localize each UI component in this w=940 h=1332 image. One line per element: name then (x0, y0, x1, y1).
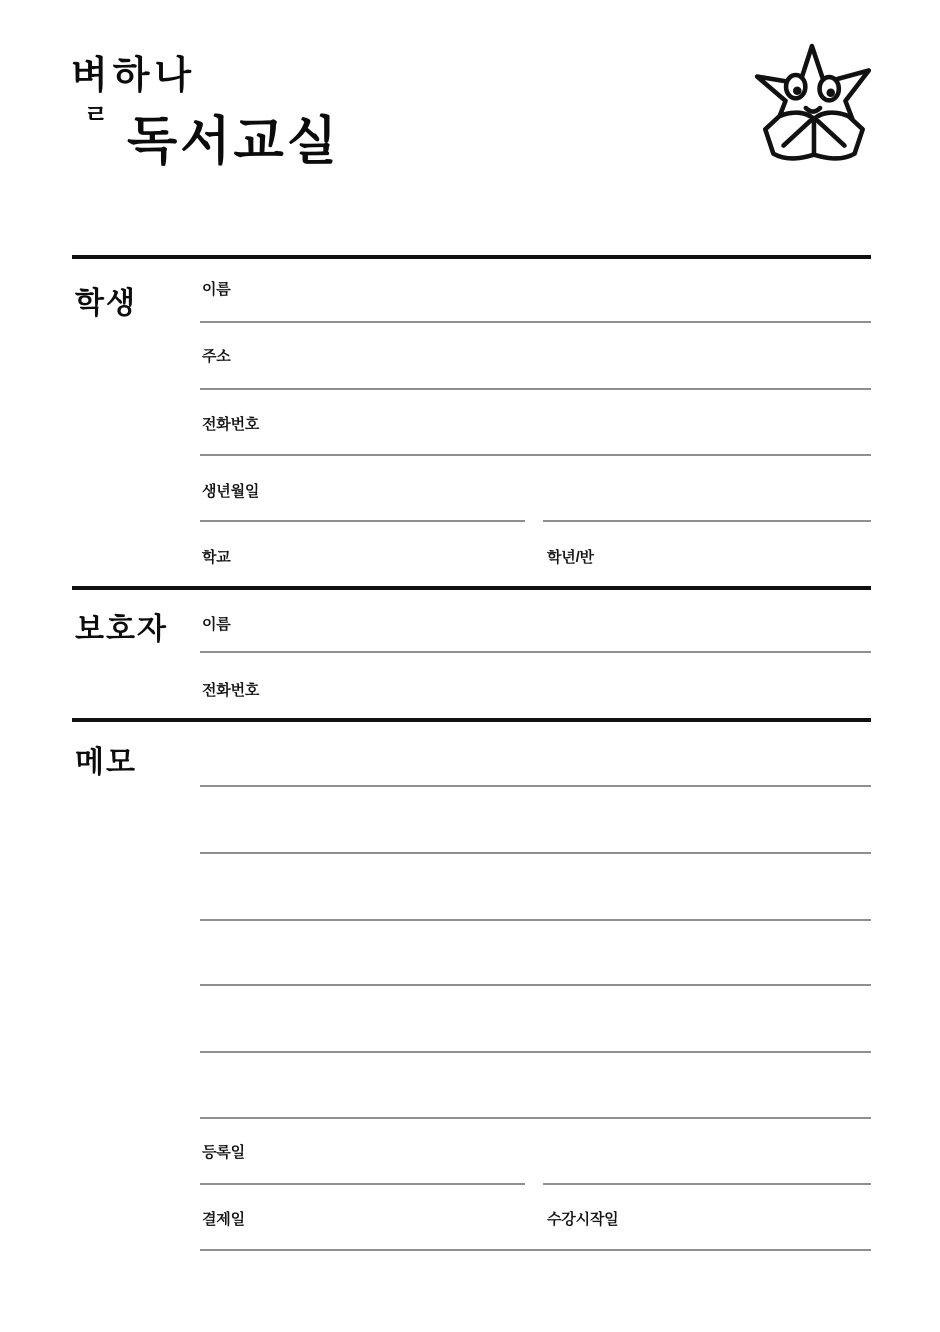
logo-syllable-top: 벼 (71, 55, 113, 97)
field-label-student-name: 이름 (202, 281, 231, 298)
field-label-student-school: 학교 (202, 549, 231, 566)
field-label-student-phone: 전화번호 (202, 416, 260, 433)
memo-line (200, 1117, 871, 1119)
field-line-student-phone (200, 454, 871, 456)
memo-section-top-rule (72, 718, 871, 722)
field-line-student-address (200, 388, 871, 390)
memo-line (200, 919, 871, 921)
field-line-guardian-name (200, 651, 871, 653)
field-label-course-start-date: 수강시작일 (547, 1211, 619, 1228)
field-line-student-school (200, 520, 525, 522)
section-title-student: 학생 (75, 287, 137, 320)
section-title-memo: 메모 (75, 746, 137, 779)
field-label-payment-date: 결제일 (202, 1211, 245, 1228)
field-label-registration-date: 등록일 (202, 1144, 245, 1161)
field-line-payment-date (200, 1183, 525, 1185)
logo-line1-rest: 하나 (112, 55, 197, 97)
student-section-top-rule (72, 255, 871, 259)
logo-line2: 독서교실 (127, 113, 340, 171)
memo-line (200, 785, 871, 787)
guardian-section-top-rule (72, 586, 871, 590)
field-label-student-address: 주소 (202, 348, 231, 365)
logo-drop-consonant: ㄹ (84, 101, 109, 129)
logo-line1 (71, 44, 196, 99)
field-label-guardian-name: 이름 (202, 616, 231, 633)
memo-line (200, 852, 871, 854)
field-label-guardian-phone: 전화번호 (202, 682, 260, 699)
field-label-student-birth-date: 생년월일 (202, 483, 260, 500)
section-title-guardian: 보호자 (75, 613, 168, 646)
memo-line (200, 1051, 871, 1053)
field-line-course-start-date (543, 1183, 871, 1185)
field-label-student-grade-class: 학년/반 (547, 549, 594, 566)
star-reading-book-icon (746, 40, 886, 174)
field-line-student-grade-class (543, 520, 871, 522)
field-line-student-name (200, 321, 871, 323)
bottom-line (200, 1249, 871, 1251)
memo-line (200, 984, 871, 986)
